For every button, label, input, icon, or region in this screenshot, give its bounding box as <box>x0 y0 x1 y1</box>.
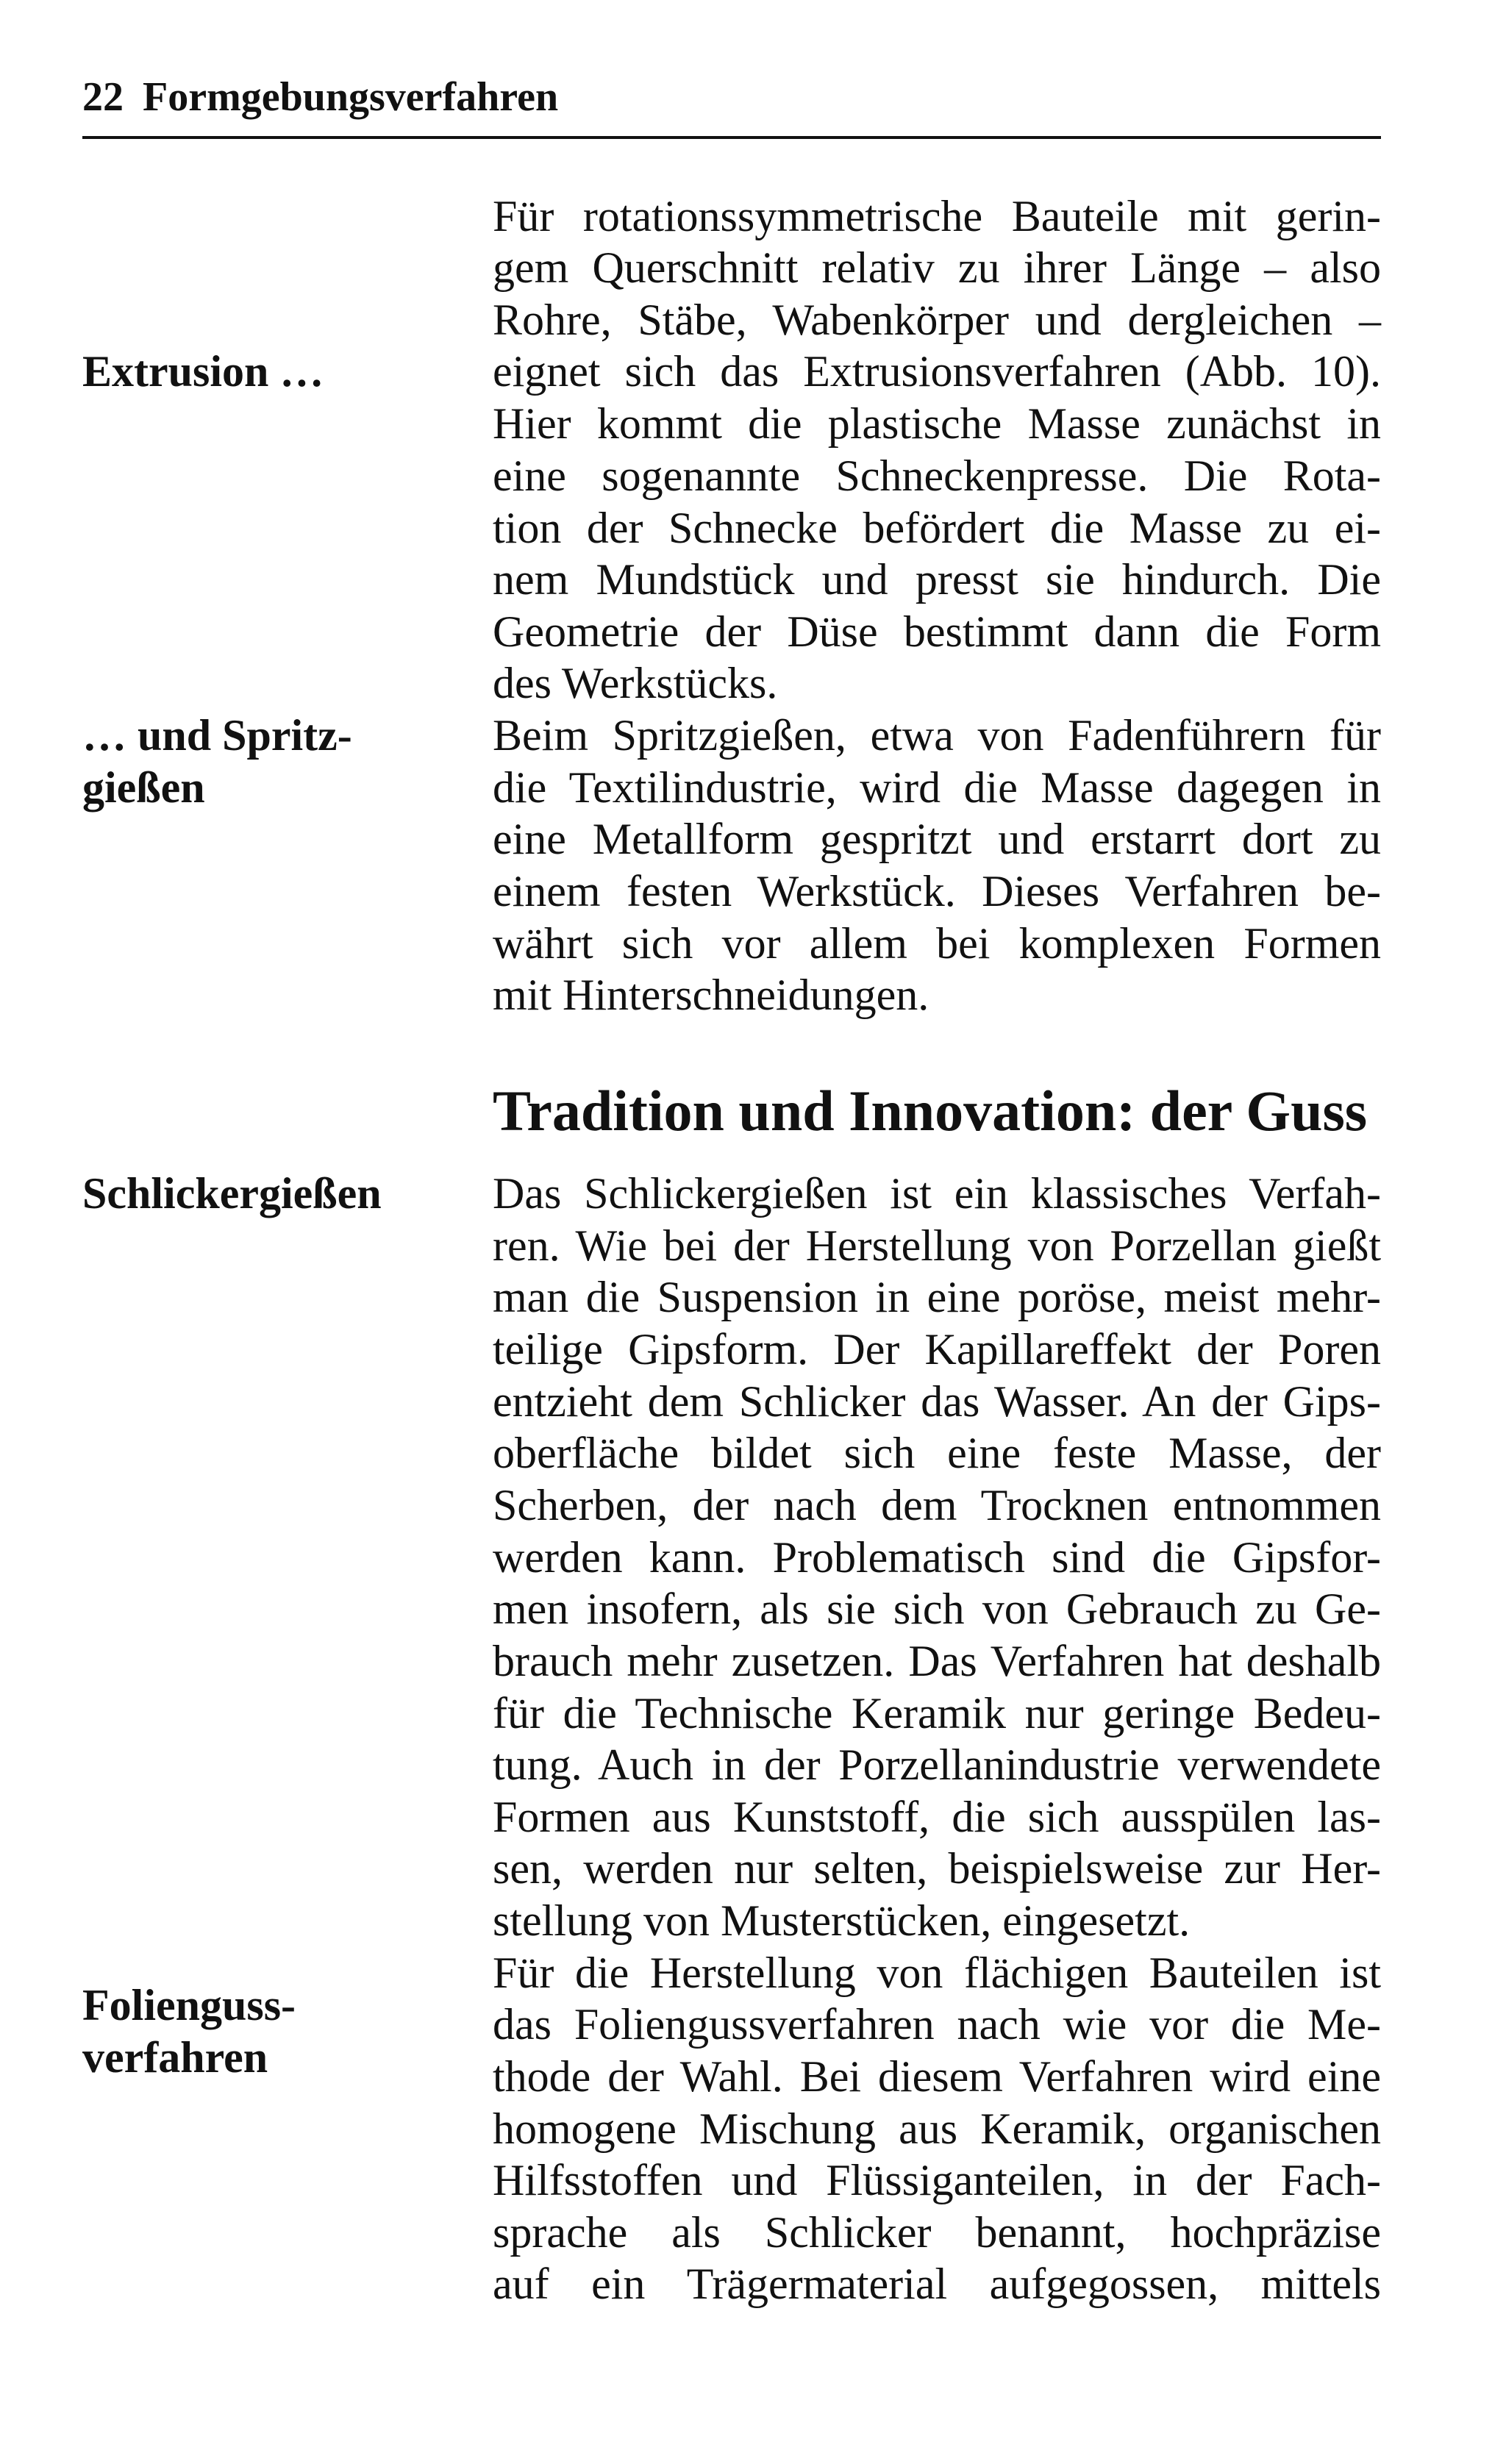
text-line: oberfläche bildet sich eine feste Masse, der <box>493 1429 1381 1477</box>
margin-note-spritzgiessen <box>82 710 450 813</box>
running-title: Formgebungsverfahren <box>143 74 559 120</box>
text-line: gem Querschnitt relativ zu ihrer Länge – also <box>493 243 1381 292</box>
running-header <box>82 68 1381 126</box>
text-line: Für rotationssymmetrische Bauteile mit gerin- <box>493 192 1381 240</box>
section-heading: Tradition und Innovation: der Guss <box>493 1079 1368 1143</box>
text-line: Formen aus Kunststoff, die sich ausspülen las- <box>493 1793 1381 1841</box>
text-line: eine Metallform gespritzt und erstarrt dort zu <box>493 815 1381 863</box>
margin-note-line: Schlickergießen <box>82 1169 382 1218</box>
text-line: die Textilindustrie, wird die Masse dagegen in <box>493 763 1381 812</box>
text-line: währt sich vor allem bei komplexen Formen <box>493 919 1381 968</box>
margin-note-line: Folienguss- <box>82 1981 296 2029</box>
text-line: sprache als Schlicker benannt, hochpräzise <box>493 2208 1381 2257</box>
text-line: einem festen Werkstück. Dieses Verfahren be- <box>493 867 1381 915</box>
margin-note-line: … und Spritz- <box>82 711 352 760</box>
text-line: tung. Auch in der Porzellanindustrie verwendete <box>493 1740 1381 1789</box>
text-line: auf ein Trägermaterial aufgegossen, mittels <box>493 2260 1381 2308</box>
text-line: nem Mundstück und presst sie hindurch. Die <box>493 555 1381 604</box>
margin-note-schlickergiessen <box>82 1168 450 1220</box>
margin-note-line: verfahren <box>82 2032 268 2082</box>
text-line: Geometrie der Düse bestimmt dann die Form <box>493 607 1381 656</box>
text-line: Für die Herstellung von flächigen Bauteilen ist <box>493 1949 1381 1997</box>
text-line: das Foliengussverfahren nach wie vor die Me- <box>493 2000 1381 2049</box>
text-line: eine sogenannte Schneckenpresse. Die Rota- <box>493 451 1381 500</box>
margin-note-line: gießen <box>82 763 205 812</box>
text-line: men insofern, als sie sich von Gebrauch zu Ge- <box>493 1585 1381 1633</box>
text-line: man die Suspension in eine poröse, meist mehr- <box>493 1273 1381 1321</box>
text-line: Hier kommt die plastische Masse zunächst in <box>493 399 1381 448</box>
text-line: sen, werden nur selten, beispielsweise zur Her- <box>493 1844 1381 1893</box>
header-rule <box>82 136 1381 139</box>
margin-note-extrusion <box>82 346 450 398</box>
text-line: thode der Wahl. Bei diesem Verfahren wird eine <box>493 2052 1381 2101</box>
text-line: eignet sich das Extrusionsverfahren (Abb. 10). <box>493 347 1381 396</box>
text-line: werden kann. Problematisch sind die Gipsfor- <box>493 1533 1381 1582</box>
text-line: ren. Wie bei der Herstellung von Porzellan gießt <box>493 1221 1381 1270</box>
text-line: für die Technische Keramik nur geringe Bedeu- <box>493 1689 1381 1738</box>
margin-note-line: Extrusion … <box>82 347 324 396</box>
margin-note-folienguss <box>82 1979 450 2083</box>
text-line: entzieht dem Schlicker das Wasser. An der Gips- <box>493 1377 1381 1426</box>
text-line: brauch mehr zusetzen. Das Verfahren hat deshalb <box>493 1637 1381 1685</box>
text-line: mit Hinterschneidungen. <box>493 971 929 1019</box>
text-line: des Werkstücks. <box>493 659 778 707</box>
text-line: stellung von Musterstücken, eingesetzt. <box>493 1896 1191 1945</box>
text-line: Beim Spritzgießen, etwa von Fadenführern für <box>493 711 1381 760</box>
text-line: Rohre, Stäbe, Wabenkörper und dergleichen – <box>493 296 1381 344</box>
text-line: homogene Mischung aus Keramik, organischen <box>493 2104 1381 2153</box>
text-line: Hilfsstoffen und Flüssiganteilen, in der Fach- <box>493 2156 1381 2204</box>
page-number: 22 <box>82 74 124 120</box>
text-line: Scherben, der nach dem Trocknen entnommen <box>493 1481 1381 1529</box>
text-line: teilige Gipsform. Der Kapillareffekt der Poren <box>493 1325 1381 1374</box>
text-line: tion der Schnecke befördert die Masse zu ei- <box>493 504 1381 552</box>
text-line: Das Schlickergießen ist ein klassisches Verfah- <box>493 1169 1381 1218</box>
